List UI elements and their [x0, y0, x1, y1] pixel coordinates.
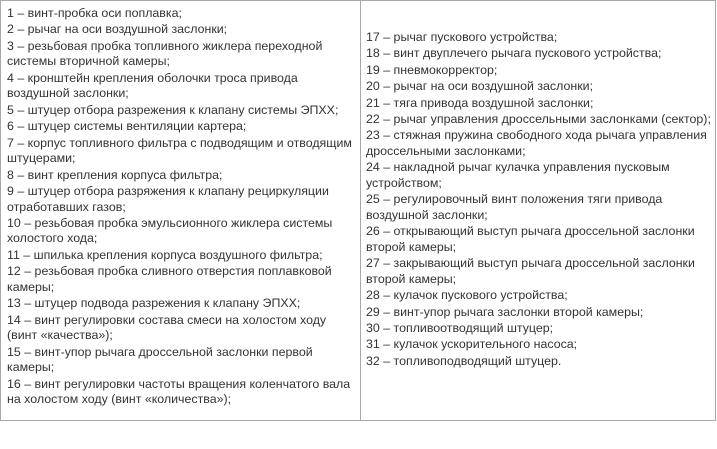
legend-entry: 18 – винт двуплечего рычага пускового устройства; — [366, 46, 662, 61]
legend-entry: 13 – штуцер подвода разрежения к клапану ЭПХХ; — [7, 296, 301, 311]
legend-entry: 29 – винт-упор рычага заслонки второй камеры; — [366, 304, 644, 319]
legend-left-list — [1, 1, 360, 425]
legend-entry: 3 – резьбовая пробка топливного жиклера переходной системы вторичной камеры; — [7, 38, 323, 69]
legend-entry: 19 – пневмокорректор; — [366, 62, 498, 77]
legend-entry: 9 – штуцер отбора разряжения к клапану рециркуляции отработавших газов; — [7, 183, 329, 214]
legend-entry: 8 – винт крепления корпуса фильтра; — [7, 167, 223, 182]
legend-entry: 6 – штуцер системы вентиляции картера; — [7, 119, 247, 134]
legend-entry: 24 – накладной рычаг кулачка управления пусковым устройством; — [366, 160, 670, 190]
legend-entry: 32 – топливоподводящий штуцер. — [366, 353, 562, 368]
legend-entry: 11 – шпилька крепления корпуса воздушного фильтра; — [7, 247, 323, 262]
legend-right-list — [361, 1, 715, 449]
legend-entry: 16 – винт регулировки частоты вращения коленчатого вала на холостом ходу (винт «количества»); — [7, 376, 351, 407]
legend-right-column — [361, 1, 716, 421]
legend-entry: 22 – рычаг управления дроссельными заслонками (сектор); — [366, 111, 711, 126]
legend-entry: 4 – кронштейн крепления оболочки троса привода воздушной заслонки; — [7, 70, 298, 101]
legend-entry: 15 – винт-упор рычага дроссельной заслонки первой камеры; — [7, 344, 313, 375]
legend-entry: 2 – рычаг на оси воздушной заслонки; — [7, 22, 228, 37]
legend-entry: 20 – рычаг на оси воздушной заслонки; — [366, 79, 594, 94]
legend-entry: 26 – открывающий выступ рычага дроссельной заслонки второй камеры; — [366, 224, 695, 254]
legend-entry: 1 – винт-пробка оси поплавка; — [7, 6, 182, 20]
legend-entry: 25 – регулировочный винт положения тяги привода воздушной заслонки; — [366, 192, 663, 222]
legend-entry: 31 – кулачок ускорительного насоса; — [366, 337, 578, 352]
legend-entry: 27 – закрывающий выступ рычага дроссельной заслонки второй камеры; — [366, 256, 695, 286]
legend-entry: 30 – топливоотводящий штуцер; — [366, 321, 554, 336]
legend-entry: 23 – стяжная пружина свободного хода рычага управления дроссельными заслонками; — [366, 128, 707, 158]
legend-row — [1, 1, 716, 421]
legend-entry: 12 – резьбовая пробка сливного отверстия поплавковой камеры; — [7, 264, 332, 294]
legend-entry: 5 – штуцер отбора разрежения к клапану системы ЭПХХ; — [7, 102, 339, 117]
legend-entry: 10 – резьбовая пробка эмульсионного жиклера системы холостого хода; — [7, 215, 333, 246]
legend-entry: 7 – корпус топливного фильтра с подводящим и отводящим штуцерами; — [7, 135, 352, 166]
legend-entry: 17 – рычаг пускового устройства; — [366, 30, 558, 44]
legend-left-column — [1, 1, 361, 421]
legend-entry: 14 – винт регулировки состава смеси на холостом ходу (винт «качества»); — [7, 312, 327, 343]
legend-entry: 21 – тяга привода воздушной заслонки; — [366, 95, 594, 110]
legend-entry: 28 – кулачок пускового устройства; — [366, 288, 568, 303]
